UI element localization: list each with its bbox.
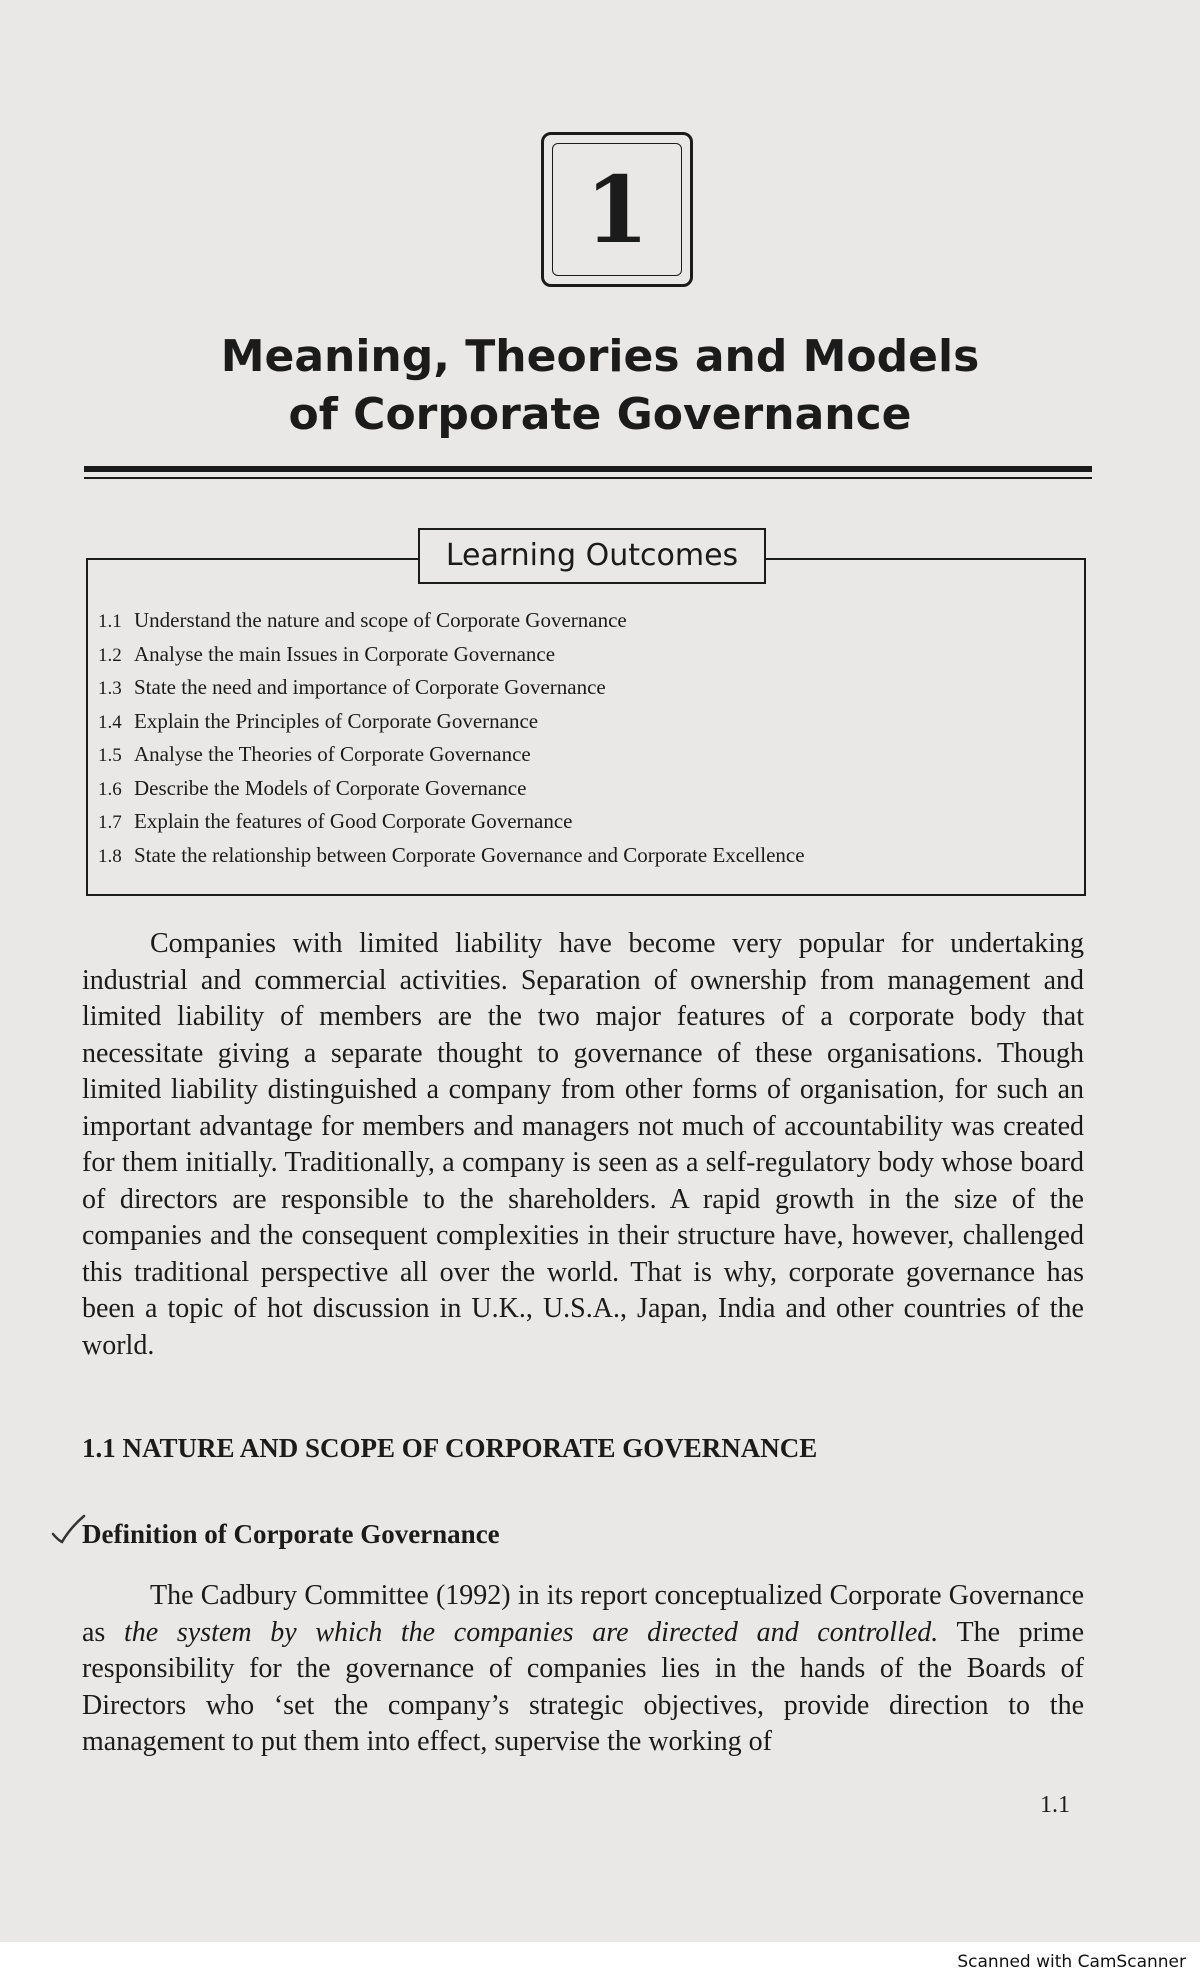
definition-quote: the system by which the companies are directed and controlled. <box>124 1616 939 1648</box>
outcome-item <box>98 805 1078 839</box>
outcome-number: 1.6 <box>98 778 122 800</box>
outcome-number: 1.3 <box>98 678 122 699</box>
title-rule-thin <box>84 477 1092 479</box>
outcome-text: State the need and importance of Corporate Governance <box>134 675 606 699</box>
outcome-text: State the relationship between Corporate Governance and Corporate Excellence <box>134 842 805 867</box>
outcome-text: Analyse the Theories of Corporate Governance <box>134 742 531 766</box>
outcome-number: 1.7 <box>98 812 122 833</box>
scanner-watermark: Scanned with CamScanner <box>957 1952 1186 1972</box>
outcome-text: Explain the Principles of Corporate Governance <box>134 708 539 733</box>
definition-paragraph <box>82 1578 1084 1761</box>
outcome-item <box>98 738 1078 772</box>
outcome-number: 1.1 <box>98 611 122 632</box>
outcome-number: 1.2 <box>98 644 122 666</box>
outcome-text: Analyse the main Issues in Corporate Governance <box>134 641 556 666</box>
chapter-number: 1 <box>584 155 649 264</box>
learning-outcomes-list <box>98 604 1078 872</box>
outcome-item <box>98 772 1078 806</box>
outcome-text: Explain the features of Good Corporate Governance <box>134 809 573 833</box>
outcome-number: 1.4 <box>98 711 122 733</box>
outcome-item <box>98 638 1078 672</box>
outcome-item <box>98 839 1078 873</box>
chapter-number-box <box>541 132 693 287</box>
intro-paragraph: Companies with limited liability have become very popular for undertaking industrial and commercial activities. Separation of ownership from management and limited liability of members are the two major features of a corporate body that necessitate giving a separate thought to governance of these organisations. Though limited liability distinguished a company from other forms of organisation, for such an important advantage for members and managers not much of accountability was created for them initially. Traditionally, a company is seen as a self-regulatory body whose board of directors are responsible to the shareholders. A rapid growth in the size of the companies and the consequent complexities in their structure have, however, challenged this traditional perspective all over the world. That is why, corporate governance has been a topic of hot discussion in U.K., U.S.A., Japan, India and other countries of the world. <box>82 928 1084 1361</box>
outcome-item <box>98 705 1078 739</box>
outcome-text: Understand the nature and scope of Corporate Governance <box>134 608 627 632</box>
outcome-number: 1.5 <box>98 745 122 766</box>
chapter-title-line-1: Meaning, Theories and Models <box>220 331 980 382</box>
handwritten-check-icon <box>50 1512 86 1548</box>
section-heading: 1.1 NATURE AND SCOPE OF CORPORATE GOVERNANCE <box>82 1433 818 1463</box>
definition-subheading: Definition of Corporate Governance <box>82 1519 500 1549</box>
definition-text-after: The prime responsibility for the governance of companies lies in the hands of the Boards of Directors who ‘set the company’s strategic objectives, provide direction to the management to put them into effect, supervise the working of <box>82 1616 1084 1757</box>
page-number: 1.1 <box>1040 1792 1070 1818</box>
title-rule-thick <box>84 466 1092 472</box>
outcome-text: Describe the Models of Corporate Governance <box>134 775 527 800</box>
chapter-title-line-2: of Corporate Governance <box>288 389 912 440</box>
definition-text-before: The Cadbury Committee (1992) in its report conceptualized Corporate Governance as <box>82 1580 1084 1648</box>
outcome-item <box>98 671 1078 705</box>
outcome-number: 1.8 <box>98 845 122 867</box>
learning-outcomes-heading: Learning Outcomes <box>418 528 766 584</box>
outcome-item <box>98 604 1078 638</box>
chapter-title <box>0 328 1200 444</box>
